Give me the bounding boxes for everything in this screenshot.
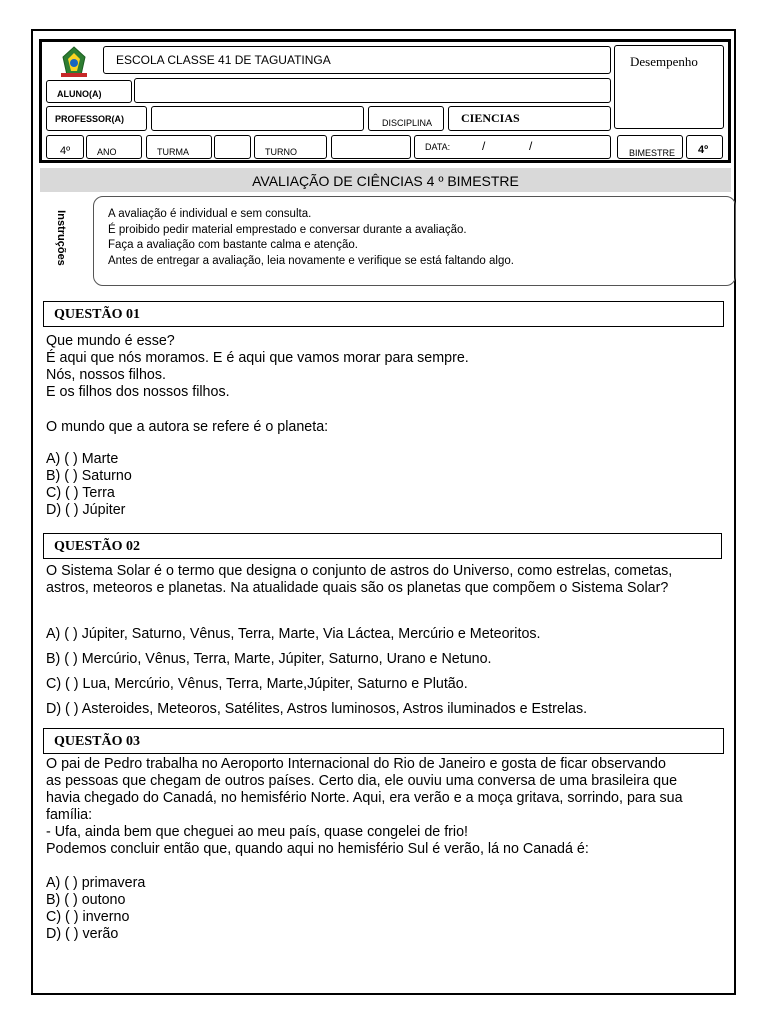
q2-option-b[interactable]: B) ( ) Mercúrio, Vênus, Terra, Marte, Júpiter, Saturno, Urano e Netuno. [46,651,492,667]
q3-option-d[interactable]: D) ( ) verão [46,926,119,942]
instruction-line: Antes de entregar a avaliação, leia novamente e verifique se está faltando algo. [108,254,514,267]
q1-prompt: O mundo que a autora se refere é o planeta: [46,419,329,435]
bimestre-value-box: 4º [686,135,723,159]
q1-option-b[interactable]: B) ( ) Saturno [46,468,132,484]
instruction-line: É proibido pedir material emprestado e conversar durante a avaliação. [108,223,467,236]
q1-option-d[interactable]: D) ( ) Júpiter [46,502,126,518]
bimestre-label-box: BIMESTRE [617,135,683,159]
q2-text: O Sistema Solar é o termo que designa o conjunto de astros do Universo, como estrelas, cometas, astros, meteoros e planetas. Na atualidade quais são os planetas que compõem o Sistema Solar? [46,563,673,596]
question-1-title: QUESTÃO 01 [43,301,724,327]
exam-title: AVALIAÇÃO DE CIÊNCIAS 4 º BIMESTRE [40,168,731,192]
turno-input[interactable] [331,135,411,159]
professor-label-box: PROFESSOR(A) [46,106,147,131]
q1-options [46,451,132,519]
turno-label-box: TURNO [254,135,327,159]
q2-option-c[interactable]: C) ( ) Lua, Mercúrio, Vênus, Terra, Marte,Júpiter, Saturno e Plutão. [46,676,468,692]
desempenho-box: Desempenho [614,45,724,129]
q2-option-d[interactable]: D) ( ) Asteroides, Meteoros, Satélites, Astros luminosos, Astros iluminados e Estrelas. [46,701,588,717]
data-field[interactable]: DATA: / / [414,135,611,159]
q3-option-a[interactable]: A) ( ) primavera [46,875,146,891]
school-field: ESCOLA CLASSE 41 DE TAGUATINGA [103,46,611,74]
aluno-label-box: ALUNO(A) [46,80,132,103]
turma-input[interactable] [214,135,251,159]
q2-options [46,622,587,722]
disciplina-label-box: DISCIPLINA [368,106,444,131]
q1-option-c[interactable]: C) ( ) Terra [46,485,115,501]
q3-text: O pai de Pedro trabalha no Aeroporto Internacional do Rio de Janeiro e gosta de ficar observando as pessoas que chegam de outros países. Certo dia, ele ouviu uma conversa de uma brasileira que havia chegado do Canadá, no hemisfério Norte. Aqui, era verão e a moça gritava, sorrindo, para sua família: - Ufa, ainda bem que cheguei ao meu país, quase congelei de frio! Podemos concluir então que, quando aqui no hemisfério Sul é verão, lá no Canadá é: [46,756,683,857]
q1-text: Que mundo é esse? É aqui que nós moramos. E é aqui que vamos morar para sempre. Nós, nossos filhos. E os filhos dos nossos filhos. [46,333,469,400]
instruction-line: Faça a avaliação com bastante calma e atenção. [108,239,358,251]
instructions-box [93,196,736,286]
question-2-title: QUESTÃO 02 [43,533,722,559]
instruction-line: A avaliação é individual e sem consulta. [108,208,312,220]
q3-option-b[interactable]: B) ( ) outono [46,892,126,908]
professor-input[interactable] [151,106,364,131]
q2-option-a[interactable]: A) ( ) Júpiter, Saturno, Vênus, Terra, Marte, Via Láctea, Mercúrio e Meteoritos. [46,626,541,642]
question-3-title: QUESTÃO 03 [43,728,724,754]
q3-option-c[interactable]: C) ( ) inverno [46,909,130,925]
school-crest-icon [57,45,91,79]
q3-options [46,875,145,943]
aluno-input[interactable] [134,78,611,103]
ano-value-box: 4º [46,135,84,159]
ano-label-box: ANO [86,135,142,159]
disciplina-field: CIENCIAS [448,106,611,131]
q1-option-a[interactable]: A) ( ) Marte [46,451,119,467]
instructions-side-label: Instruções [55,210,67,266]
turma-label-box: TURMA [146,135,212,159]
